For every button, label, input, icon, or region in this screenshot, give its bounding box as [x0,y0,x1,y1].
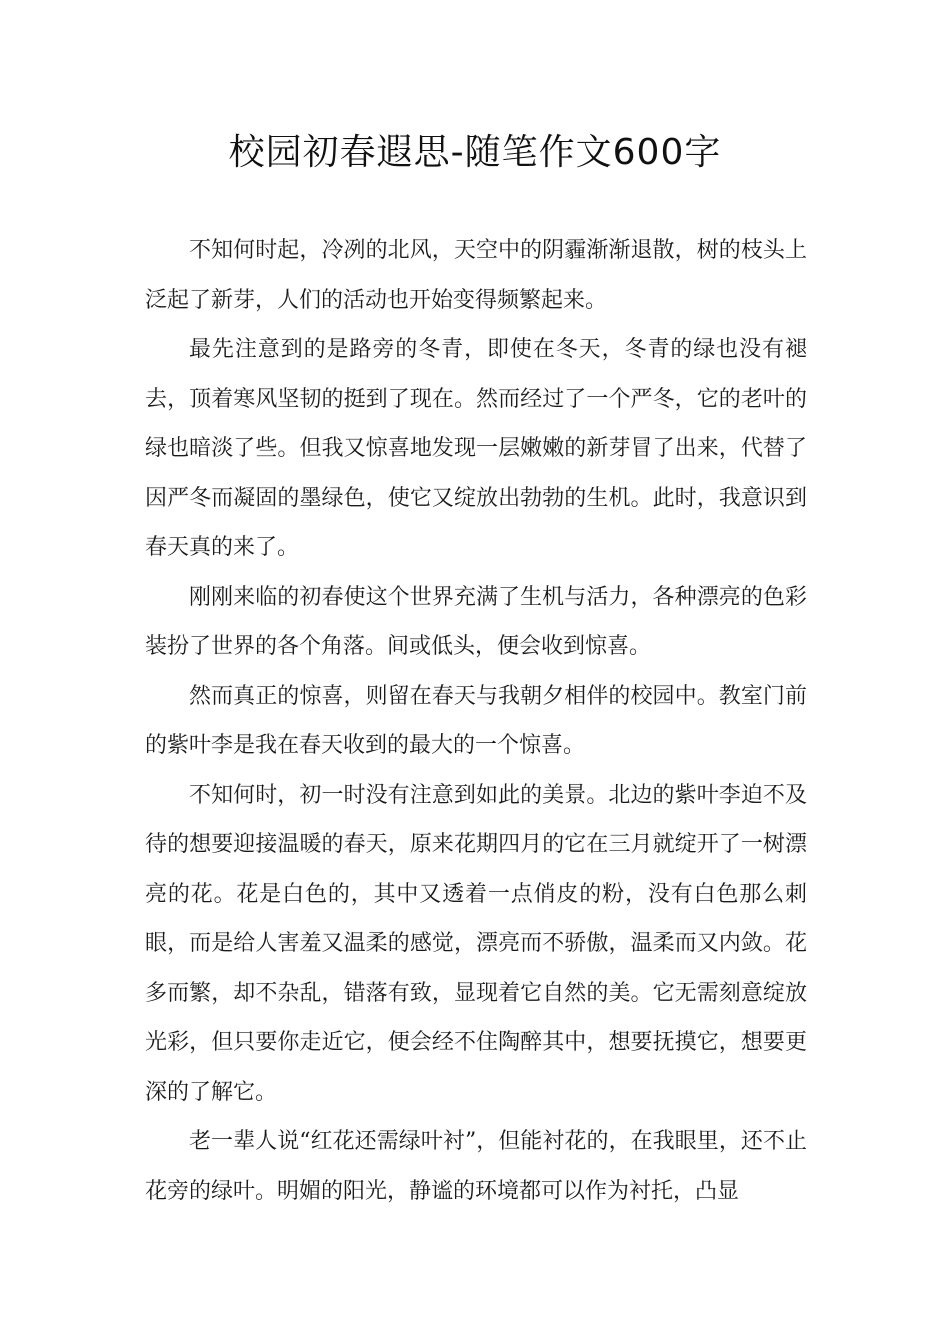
paragraph: 不知何时，初一时没有注意到如此的美景。北边的紫叶李迫不及待的想要迎接温暖的春天，原来花期四月的它在三月就绽开了一树漂亮的花。花是白色的，其中又透着一点俏皮的粉，没有白色那么刺眼，而是给人害羞又温柔的感觉，漂亮而不骄傲，温柔而又内敛。花多而繁，却不杂乱，错落有致，显现着它自然的美。它无需刻意绽放光彩，但只要你走近它，便会经不住陶醉其中，想要抚摸它，想要更深的了解它。 [145,782,807,1105]
paragraph: 刚刚来临的初春使这个世界充满了生机与活力，各种漂亮的色彩装扮了世界的各个角落。间或低头，便会收到惊喜。 [145,584,807,659]
paragraph: 最先注意到的是路旁的冬青，即使在冬天，冬青的绿也没有褪去，顶着寒风坚韧的挺到了现在。然而经过了一个严冬，它的老叶的绿也暗淡了些。但我又惊喜地发现一层嫩嫩的新芽冒了出来，代替了因严冬而凝固的墨绿色，使它又绽放出勃勃的生机。此时，我意识到春天真的来了。 [145,337,807,560]
document-title: 校园初春遐思-随笔作文600字 [228,132,722,173]
paragraph: 然而真正的惊喜，则留在春天与我朝夕相伴的校园中。教室门前的紫叶李是我在春天收到的最大的一个惊喜。 [145,683,807,758]
paragraph: 老一辈人说“红花还需绿叶衬”，但能衬花的，在我眼里，还不止花旁的绿叶。明媚的阳光，静谧的环境都可以作为衬托，凸显 [145,1129,807,1204]
paragraph: 不知何时起，冷冽的北风，天空中的阴霾渐渐退散，树的枝头上泛起了新芽，人们的活动也开始变得频繁起来。 [145,238,807,313]
document-body [145,226,807,1216]
